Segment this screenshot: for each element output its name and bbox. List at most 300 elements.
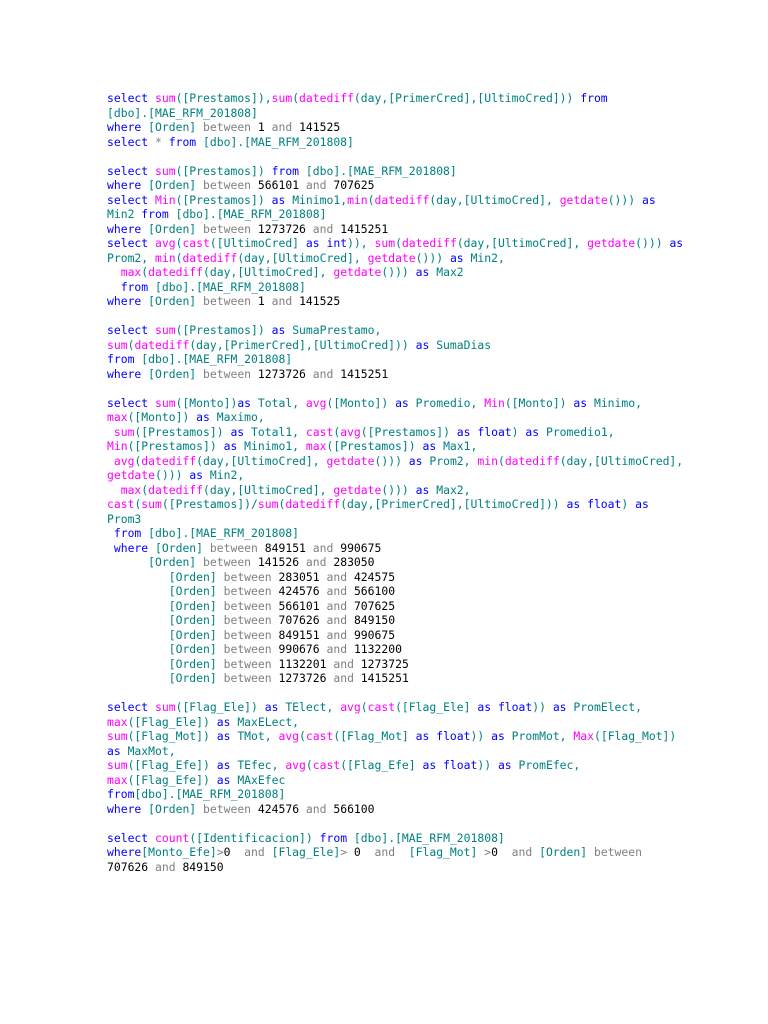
sql-identifier: ) bbox=[621, 497, 636, 511]
sql-keyword: as bbox=[264, 700, 286, 714]
sql-operator: and bbox=[312, 221, 341, 236]
sql-function: datediff bbox=[285, 497, 341, 511]
sql-keyword: as bbox=[642, 192, 656, 207]
sql-indent bbox=[107, 541, 114, 555]
sql-keyword: as bbox=[230, 424, 252, 439]
sql-number: 849151 bbox=[264, 540, 313, 555]
sql-identifier: MaxMot, bbox=[127, 743, 176, 758]
sql-indent bbox=[107, 526, 114, 540]
sql-operator: between bbox=[223, 656, 279, 671]
sql-identifier: TElect, bbox=[285, 700, 341, 714]
code-line bbox=[107, 454, 747, 469]
sql-identifier: [dbo].[MAE_RFM_201808] bbox=[353, 830, 505, 845]
sql-identifier: ([Flag_Efe] bbox=[340, 758, 423, 772]
sql-keyword: from bbox=[580, 91, 608, 105]
sql-operator: between bbox=[223, 627, 279, 642]
sql-identifier: (day,[UltimoCred], bbox=[196, 453, 327, 468]
sql-operator: between bbox=[223, 671, 279, 685]
sql-keyword: from bbox=[271, 163, 306, 178]
sql-keyword: select bbox=[107, 323, 156, 337]
sql-number: 566101 bbox=[278, 598, 327, 613]
sql-document bbox=[107, 91, 747, 874]
code-line bbox=[107, 584, 747, 599]
sql-function: sum bbox=[155, 323, 176, 337]
sql-identifier: [Orden] bbox=[168, 598, 224, 613]
sql-identifier: ())) bbox=[155, 468, 190, 482]
sql-identifier: ( bbox=[278, 497, 286, 511]
blank-line bbox=[107, 816, 747, 831]
code-line bbox=[107, 831, 747, 846]
sql-function: avg bbox=[113, 453, 135, 468]
sql-identifier: [Orden] bbox=[168, 569, 224, 584]
sql-identifier: (day,[UltimoCred], bbox=[237, 250, 368, 265]
sql-identifier: [dbo].[MAE_RFM_201808] bbox=[305, 163, 457, 178]
sql-identifier: ([Prestamos]) bbox=[127, 439, 224, 453]
sql-identifier: PromElect, bbox=[573, 700, 642, 714]
code-line bbox=[107, 802, 747, 817]
sql-function: avg bbox=[340, 424, 361, 439]
sql-identifier: ([Prestamos])/ bbox=[161, 497, 258, 511]
code-line bbox=[107, 512, 747, 527]
sql-identifier: (day,[UltimoCred], bbox=[456, 236, 588, 250]
sql-operator: and bbox=[374, 845, 409, 859]
blank-line bbox=[107, 686, 747, 701]
sql-number: 566100 bbox=[353, 584, 396, 598]
sql-operator: and bbox=[333, 656, 361, 671]
sql-keyword: as bbox=[271, 192, 293, 207]
sql-function: datediff bbox=[504, 453, 560, 468]
sql-function: avg bbox=[155, 236, 176, 250]
sql-identifier: ())) bbox=[635, 236, 670, 250]
sql-identifier: [dbo].[MAE_RFM_201808] bbox=[203, 134, 354, 149]
sql-function: min bbox=[347, 192, 368, 207]
sql-identifier: ([Prestamos]), bbox=[175, 91, 272, 105]
sql-indent bbox=[107, 555, 148, 569]
sql-number: 849150 bbox=[182, 859, 224, 874]
sql-identifier: ())) bbox=[415, 250, 450, 265]
code-line bbox=[107, 497, 747, 512]
sql-identifier: ([Monto]) bbox=[175, 395, 238, 410]
code-line bbox=[107, 439, 747, 454]
sql-keyword: as float bbox=[422, 758, 478, 772]
sql-operator: and bbox=[155, 859, 183, 874]
sql-indent bbox=[107, 628, 169, 642]
sql-operator: and bbox=[326, 627, 354, 642]
code-line bbox=[107, 700, 747, 715]
sql-keyword: as bbox=[216, 714, 238, 729]
sql-number: 1273726 bbox=[257, 366, 313, 381]
sql-number: 1 bbox=[257, 294, 272, 308]
sql-number: 424576 bbox=[278, 584, 327, 598]
sql-number: 1132201 bbox=[278, 656, 334, 671]
sql-keyword: select bbox=[107, 700, 156, 714]
sql-keyword: where bbox=[107, 845, 142, 859]
sql-number: 990676 bbox=[278, 642, 327, 656]
sql-keyword: as bbox=[189, 468, 210, 482]
sql-identifier: )) bbox=[477, 758, 498, 772]
sql-identifier: [dbo].[MAE_RFM_201808] bbox=[134, 787, 286, 801]
sql-identifier: Prom2, bbox=[107, 250, 156, 265]
sql-function: datediff bbox=[134, 337, 190, 352]
sql-identifier: ([Monto]) bbox=[127, 410, 197, 424]
sql-function: max bbox=[120, 265, 142, 279]
sql-number: 1415251 bbox=[360, 671, 409, 685]
sql-number: 1273725 bbox=[360, 656, 409, 671]
sql-identifier: PromEfec, bbox=[518, 758, 581, 772]
sql-identifier: ([Flag_Mot] bbox=[333, 729, 416, 743]
sql-function: sum bbox=[271, 91, 293, 105]
sql-identifier: ( bbox=[395, 236, 402, 250]
sql-identifier: [Orden] bbox=[148, 221, 204, 236]
sql-identifier: (day,[UltimoCred], bbox=[203, 482, 334, 497]
code-line bbox=[107, 164, 747, 179]
sql-indent bbox=[107, 657, 169, 671]
sql-identifier: Max2 bbox=[436, 265, 464, 279]
sql-identifier: (day,[PrimerCred],[UltimoCred])) bbox=[340, 497, 567, 511]
sql-keyword: select bbox=[107, 830, 156, 845]
sql-identifier: Promedio, bbox=[415, 395, 485, 410]
sql-keyword: from bbox=[168, 134, 204, 149]
code-line bbox=[107, 729, 747, 744]
sql-operator: and bbox=[333, 671, 361, 685]
code-line bbox=[107, 207, 747, 222]
code-line bbox=[107, 106, 747, 121]
sql-function: sum bbox=[107, 337, 128, 352]
sql-identifier: [Orden] bbox=[148, 178, 204, 192]
sql-number: 849150 bbox=[353, 613, 396, 627]
sql-number: 707626 bbox=[278, 613, 327, 627]
sql-keyword: as bbox=[491, 729, 512, 743]
code-line bbox=[107, 860, 747, 875]
sql-keyword: from bbox=[141, 207, 176, 221]
code-line bbox=[107, 425, 747, 440]
sql-operator: and bbox=[326, 598, 354, 613]
sql-keyword: as bbox=[395, 395, 416, 410]
sql-number: 0 bbox=[223, 845, 245, 859]
sql-identifier: ([Flag_Mot]) bbox=[127, 729, 217, 743]
code-line bbox=[107, 715, 747, 730]
sql-identifier: ([Flag_Mot]) bbox=[593, 729, 677, 743]
sql-function: max bbox=[107, 410, 128, 424]
sql-keyword: as bbox=[422, 439, 444, 453]
sql-keyword: as float bbox=[477, 700, 533, 714]
sql-identifier: )) bbox=[532, 700, 553, 714]
sql-identifier: [dbo].[MAE_RFM_201808] bbox=[141, 352, 293, 366]
sql-identifier: ([Flag_Ele] bbox=[395, 700, 478, 714]
sql-operator: between bbox=[209, 540, 265, 555]
sql-identifier: Promedio1, bbox=[545, 424, 615, 439]
sql-identifier: [Orden] bbox=[148, 366, 204, 381]
sql-number: 849151 bbox=[278, 627, 327, 642]
sql-identifier: ([Flag_Ele]) bbox=[127, 714, 217, 729]
sql-identifier: ([Identificacion]) bbox=[189, 830, 320, 845]
sql-function: sum bbox=[257, 497, 279, 511]
sql-identifier: [Orden] bbox=[168, 627, 224, 642]
sql-indent bbox=[107, 280, 121, 294]
sql-indent bbox=[107, 265, 121, 279]
sql-operator: between bbox=[203, 294, 258, 308]
sql-keyword: where bbox=[107, 120, 149, 134]
sql-function: sum bbox=[141, 497, 162, 511]
sql-keyword: as float bbox=[456, 424, 512, 439]
sql-operator: and bbox=[326, 569, 354, 584]
sql-function: max bbox=[305, 439, 327, 453]
sql-identifier: ( bbox=[127, 337, 135, 352]
sql-keyword: from bbox=[120, 279, 156, 294]
sql-function: getdate bbox=[333, 265, 382, 279]
sql-function: min bbox=[155, 250, 176, 265]
sql-identifier: [Orden] bbox=[168, 671, 224, 685]
code-line bbox=[107, 294, 747, 309]
sql-function: datediff bbox=[141, 453, 197, 468]
sql-identifier: Maximo, bbox=[216, 410, 265, 424]
code-line bbox=[107, 323, 747, 338]
sql-function: getdate bbox=[587, 236, 636, 250]
sql-number: 707625 bbox=[353, 598, 396, 613]
sql-function: Min bbox=[155, 192, 176, 207]
sql-identifier: ([Flag_Efe]) bbox=[127, 758, 217, 772]
sql-function: datediff bbox=[299, 91, 354, 105]
sql-operator: between bbox=[223, 613, 279, 627]
sql-identifier: Min2 bbox=[107, 207, 142, 221]
sql-operator: and bbox=[244, 845, 272, 859]
sql-identifier: (day,[UltimoCred], bbox=[429, 192, 560, 207]
sql-number: 990675 bbox=[340, 540, 382, 555]
sql-indent bbox=[107, 671, 169, 685]
sql-function: min bbox=[477, 453, 498, 468]
sql-identifier: Total, bbox=[257, 395, 306, 410]
code-line bbox=[107, 120, 747, 135]
sql-keyword: from bbox=[107, 352, 142, 366]
sql-operator: and bbox=[305, 801, 334, 816]
sql-identifier: Min2, bbox=[209, 468, 245, 482]
sql-function: sum bbox=[113, 424, 135, 439]
sql-function: cast bbox=[367, 700, 396, 714]
sql-identifier: ([Prestamos]) bbox=[360, 424, 457, 439]
sql-operator: and bbox=[326, 613, 354, 627]
sql-number: 1415251 bbox=[340, 366, 389, 381]
sql-number: 1273726 bbox=[257, 221, 313, 236]
sql-keyword: as bbox=[552, 700, 574, 714]
sql-function: avg bbox=[340, 700, 361, 714]
sql-identifier: ([Prestamos]) bbox=[134, 424, 231, 439]
sql-operator: > bbox=[340, 845, 354, 859]
sql-number: 990675 bbox=[353, 627, 396, 642]
code-line bbox=[107, 773, 747, 788]
sql-function: getdate bbox=[107, 468, 156, 482]
sql-identifier: Prom3 bbox=[107, 511, 142, 526]
sql-identifier: )), bbox=[347, 236, 375, 250]
sql-function: sum bbox=[107, 729, 128, 743]
sql-identifier: ( bbox=[134, 453, 142, 468]
sql-number: 424575 bbox=[353, 569, 396, 584]
sql-keyword: as bbox=[216, 758, 238, 772]
sql-operator: between bbox=[203, 178, 258, 192]
sql-function: getdate bbox=[367, 250, 416, 265]
sql-operator: between bbox=[223, 642, 279, 656]
code-line bbox=[107, 526, 747, 541]
sql-keyword: as bbox=[497, 758, 519, 772]
sql-number: 1415251 bbox=[340, 221, 389, 236]
code-line bbox=[107, 251, 747, 266]
sql-keyword: from bbox=[319, 830, 354, 845]
sql-identifier: ([Monto]) bbox=[326, 395, 396, 410]
sql-keyword: as bbox=[415, 337, 437, 352]
sql-function: datediff bbox=[148, 482, 204, 497]
sql-keyword: as bbox=[408, 453, 430, 468]
sql-identifier: [Orden] bbox=[168, 613, 224, 627]
sql-identifier: ( bbox=[141, 482, 149, 497]
sql-indent bbox=[107, 483, 121, 497]
sql-identifier: [dbo].[MAE_RFM_201808] bbox=[175, 207, 327, 221]
code-line bbox=[107, 744, 747, 759]
sql-keyword: where bbox=[113, 540, 156, 555]
sql-operator: between bbox=[203, 221, 258, 236]
code-line bbox=[107, 541, 747, 556]
sql-identifier: [Flag_Ele] bbox=[271, 845, 341, 859]
sql-identifier: [Orden] bbox=[168, 642, 224, 656]
sql-function: Min bbox=[107, 439, 128, 453]
code-line bbox=[107, 671, 747, 686]
sql-function: cast bbox=[182, 236, 210, 250]
sql-number: 707626 bbox=[107, 859, 156, 874]
sql-identifier: SumaDias bbox=[436, 337, 492, 352]
sql-identifier: ())) bbox=[374, 453, 409, 468]
sql-identifier: TEfec, bbox=[237, 758, 286, 772]
code-line bbox=[107, 410, 747, 425]
sql-function: datediff bbox=[374, 192, 430, 207]
sql-keyword: as bbox=[669, 236, 684, 250]
sql-identifier: Max1, bbox=[443, 439, 478, 453]
sql-keyword: select bbox=[107, 91, 156, 105]
sql-identifier: ([Prestamos]) bbox=[175, 323, 272, 337]
sql-number: 566101 bbox=[257, 178, 306, 192]
sql-keyword: as bbox=[635, 497, 649, 511]
sql-keyword: as bbox=[196, 410, 217, 424]
code-line bbox=[107, 483, 747, 498]
blank-line bbox=[107, 309, 747, 324]
sql-number: 424576 bbox=[257, 801, 306, 816]
sql-keyword: where bbox=[107, 366, 149, 381]
sql-identifier: PromMot, bbox=[511, 729, 574, 743]
sql-operator: between bbox=[203, 120, 258, 134]
sql-identifier: ([UltimoCred] bbox=[209, 236, 306, 250]
sql-identifier: (day,[PrimerCred],[UltimoCred])) bbox=[189, 337, 416, 352]
sql-identifier: ( bbox=[305, 758, 313, 772]
sql-indent bbox=[107, 454, 114, 468]
sql-identifier: ([Flag_Efe]) bbox=[127, 772, 217, 787]
code-line bbox=[107, 280, 747, 295]
sql-function: cast bbox=[107, 497, 135, 511]
sql-identifier: SumaPrestamo, bbox=[292, 323, 382, 337]
sql-identifier: (day,[UltimoCred], bbox=[559, 453, 684, 468]
sql-identifier: [dbo].[MAE_RFM_201808] bbox=[107, 105, 258, 120]
sql-identifier: TMot, bbox=[237, 729, 279, 743]
sql-operator: between bbox=[203, 555, 258, 569]
sql-identifier: ( bbox=[292, 91, 300, 105]
code-line bbox=[107, 570, 747, 585]
sql-operator: > bbox=[484, 845, 492, 859]
sql-identifier: [dbo].[MAE_RFM_201808] bbox=[148, 526, 300, 540]
sql-number: 1132200 bbox=[353, 642, 402, 656]
sql-number: 707625 bbox=[333, 178, 375, 192]
sql-operator: between bbox=[223, 569, 279, 584]
sql-operator: and bbox=[312, 366, 341, 381]
sql-identifier: [Orden] bbox=[148, 120, 204, 134]
sql-indent bbox=[107, 642, 169, 656]
sql-keyword: where bbox=[107, 294, 149, 308]
sql-identifier: ) bbox=[511, 424, 526, 439]
code-line bbox=[107, 787, 747, 802]
sql-identifier: [Orden] bbox=[148, 294, 204, 308]
sql-identifier: ( bbox=[333, 424, 341, 439]
sql-keyword: as bbox=[216, 772, 238, 787]
code-line bbox=[107, 628, 747, 643]
sql-number: 141526 bbox=[257, 555, 306, 569]
sql-number: 566100 bbox=[333, 801, 375, 816]
sql-number: 141525 bbox=[299, 294, 341, 308]
sql-identifier: ())) bbox=[607, 192, 642, 207]
sql-indent bbox=[107, 599, 169, 613]
blank-line bbox=[107, 149, 747, 164]
sql-identifier: ([Prestamos]) bbox=[175, 163, 272, 178]
code-line bbox=[107, 265, 747, 280]
sql-keyword: as bbox=[525, 424, 546, 439]
sql-function: max bbox=[107, 772, 128, 787]
sql-function: getdate bbox=[559, 192, 608, 207]
sql-identifier: Total1, bbox=[251, 424, 306, 439]
code-line bbox=[107, 222, 747, 237]
sql-keyword: as bbox=[415, 482, 437, 497]
code-line bbox=[107, 642, 747, 657]
sql-function: getdate bbox=[326, 453, 375, 468]
sql-indent bbox=[107, 570, 169, 584]
sql-identifier: [Orden] bbox=[539, 845, 594, 859]
code-line bbox=[107, 657, 747, 672]
code-line bbox=[107, 468, 747, 483]
sql-operator: and bbox=[326, 584, 354, 598]
sql-function: sum bbox=[155, 163, 176, 178]
sql-identifier: ( bbox=[299, 729, 306, 743]
sql-keyword: select bbox=[107, 134, 156, 149]
sql-identifier: ( bbox=[497, 453, 505, 468]
sql-function: avg bbox=[285, 758, 306, 772]
sql-number: 283051 bbox=[278, 569, 327, 584]
sql-identifier: ( bbox=[134, 497, 142, 511]
sql-operator: and bbox=[271, 294, 300, 308]
code-line bbox=[107, 845, 747, 860]
sql-operator: > bbox=[216, 845, 224, 859]
sql-keyword: as bbox=[573, 395, 594, 410]
sql-identifier: Minimo, bbox=[593, 395, 642, 410]
sql-function: datediff bbox=[401, 236, 457, 250]
sql-operator: and bbox=[305, 178, 334, 192]
sql-identifier: ())) bbox=[381, 482, 416, 497]
sql-identifier: [Orden] bbox=[168, 584, 224, 598]
sql-identifier: [Flag_Mot] bbox=[408, 845, 485, 859]
code-line bbox=[107, 352, 747, 367]
sql-identifier: Prom2, bbox=[429, 453, 478, 468]
code-line bbox=[107, 178, 747, 193]
sql-function: sum bbox=[107, 758, 128, 772]
sql-function: datediff bbox=[182, 250, 238, 265]
sql-identifier: [Orden] bbox=[148, 801, 204, 816]
sql-identifier: ( bbox=[175, 250, 183, 265]
sql-function: avg bbox=[278, 729, 300, 743]
sql-function: max bbox=[107, 714, 128, 729]
sql-identifier: ([Prestamos]) bbox=[175, 192, 272, 207]
sql-keyword: from bbox=[107, 787, 135, 801]
